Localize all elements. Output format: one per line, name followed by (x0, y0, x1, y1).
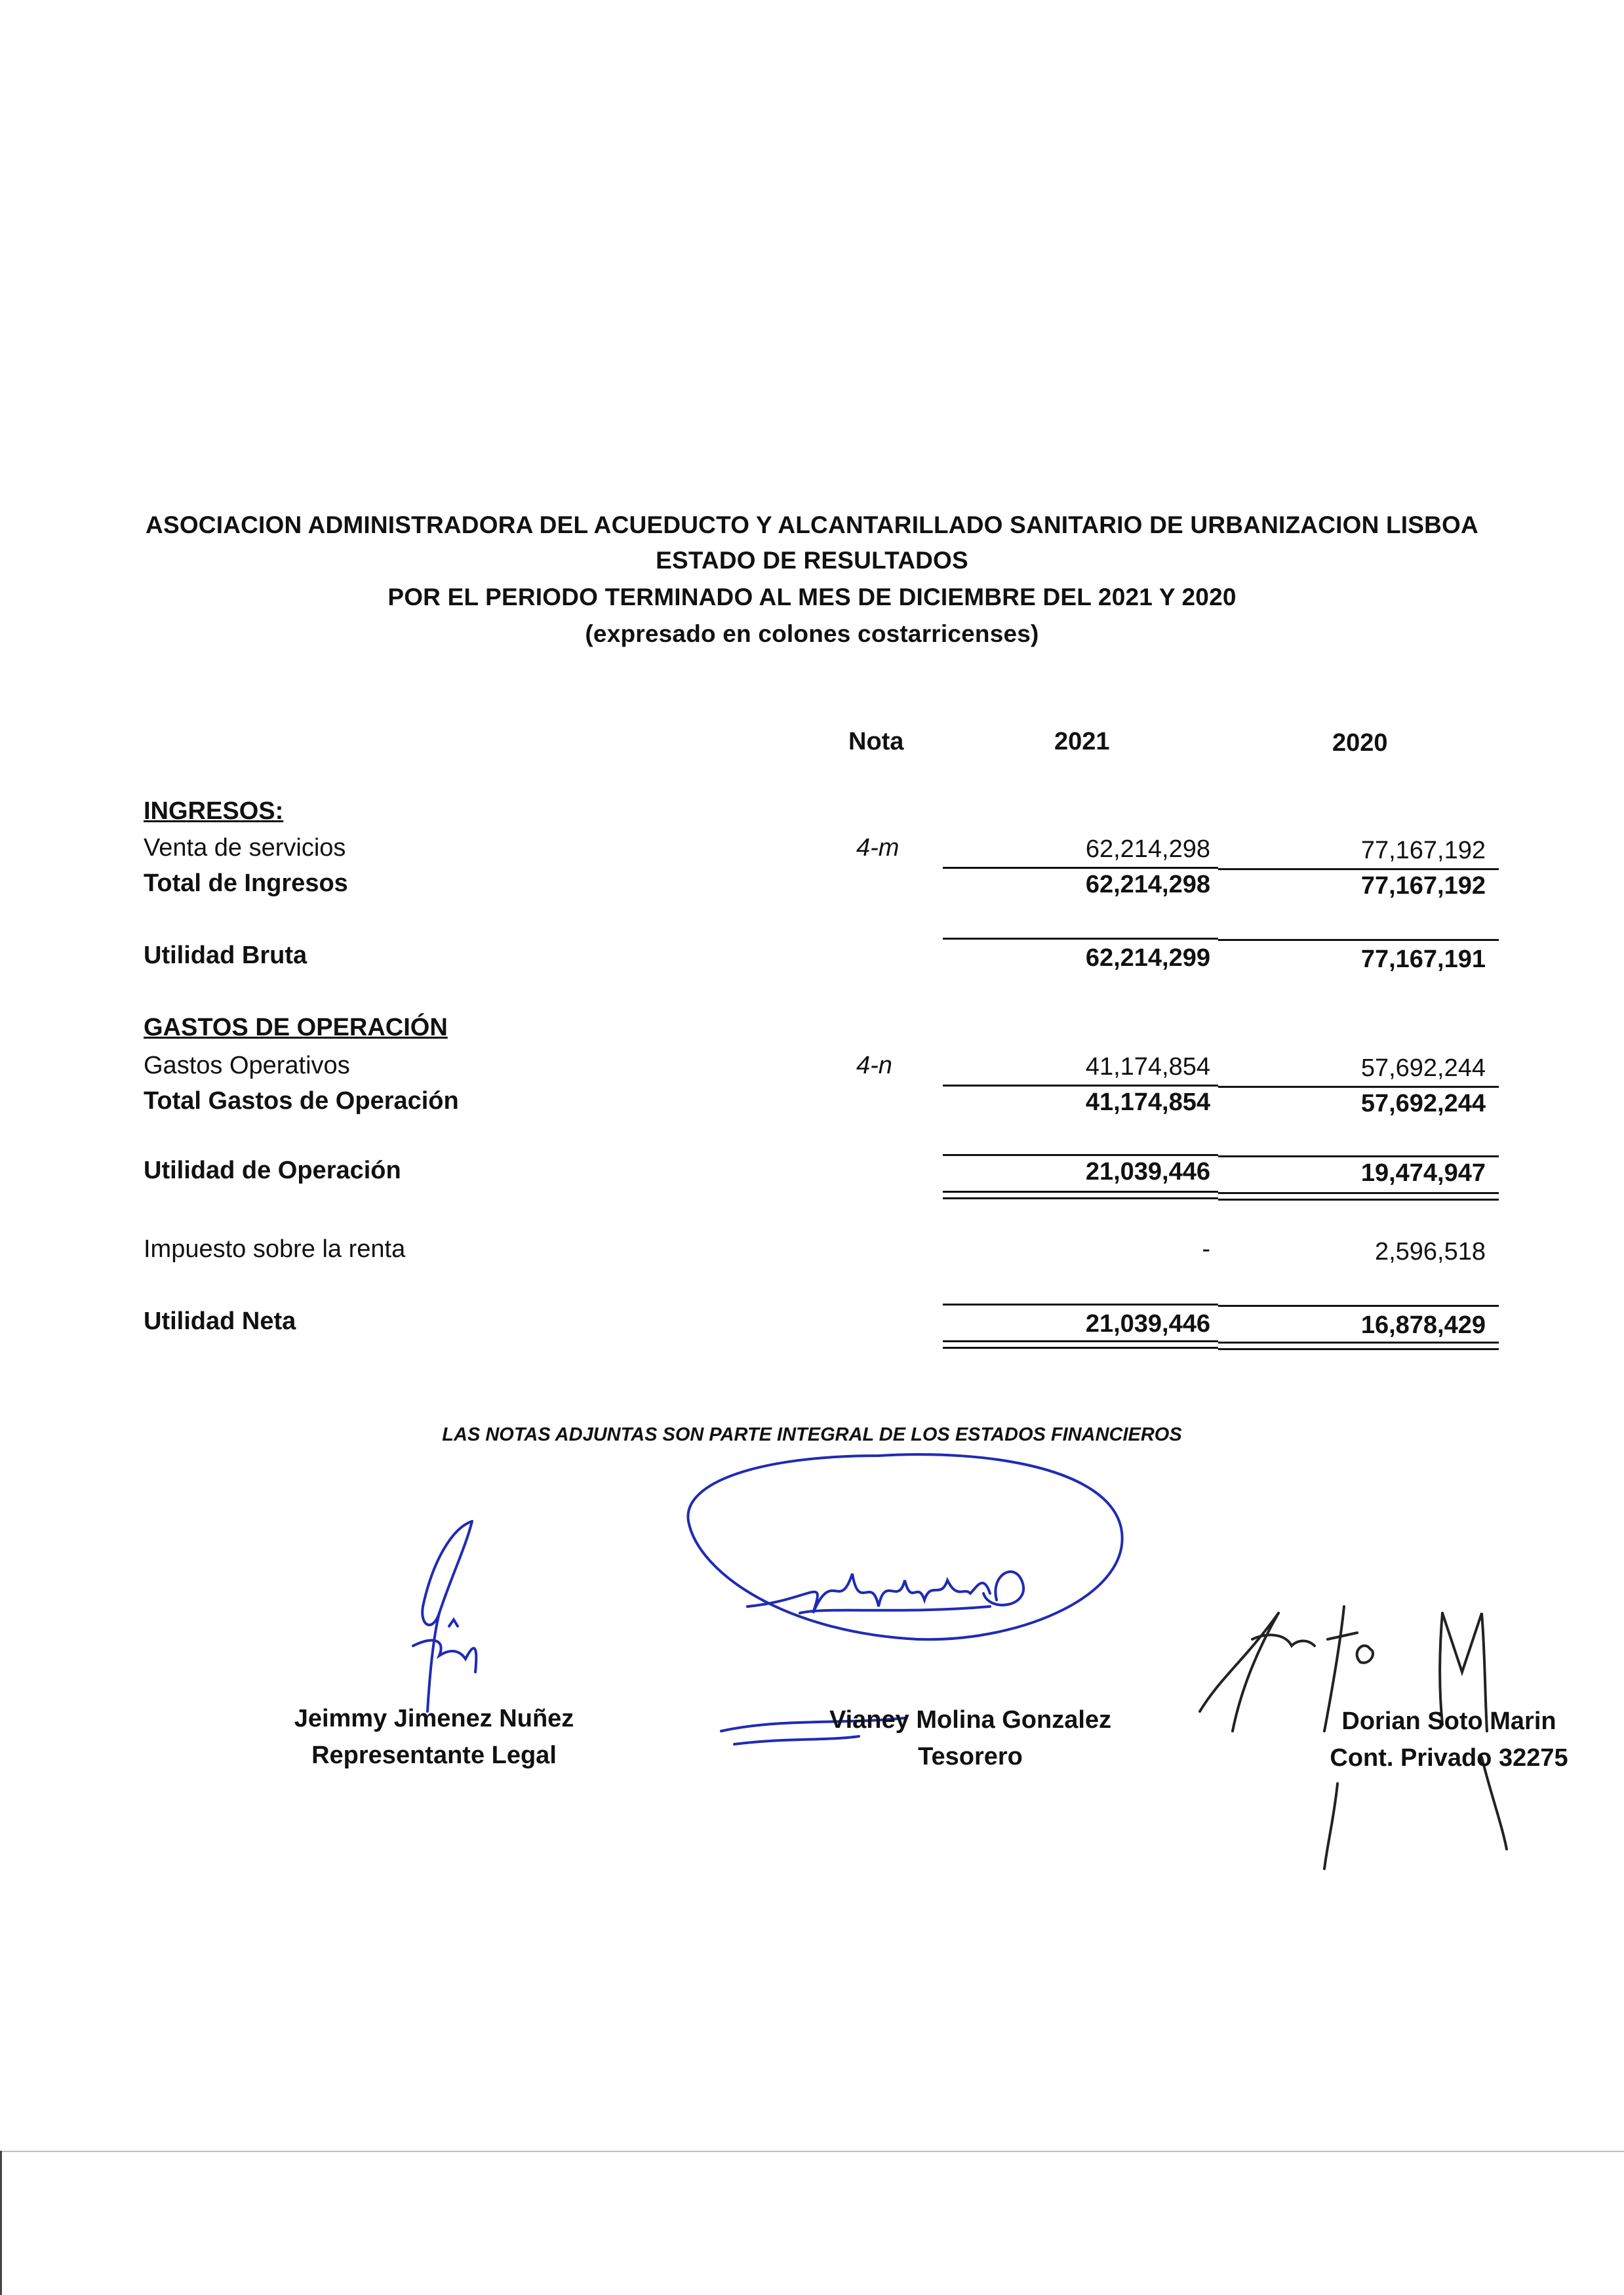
value-2020: 16,878,429 (1360, 1311, 1486, 1339)
signatory-role-2: Tesorero (918, 1743, 1023, 1770)
scan-edge-line (0, 2151, 2, 2295)
value-2020: 2,596,518 (1374, 1238, 1486, 1266)
signatory-name-2: Vianey Molina Gonzalez (829, 1706, 1112, 1734)
value-2021: 62,214,298 (1085, 871, 1210, 898)
scan-edge-line (0, 2151, 1624, 2152)
row-note: 4-m (856, 834, 900, 862)
value-2020: 19,474,947 (1360, 1159, 1486, 1187)
period-title: POR EL PERIODO TERMINADO AL MES DE DICIEMBRE DEL 2021 Y 2020 (387, 584, 1237, 610)
row-label: Utilidad Neta (144, 1307, 296, 1335)
signatory-name-1: Jeimmy Jimenez Nuñez (294, 1705, 574, 1732)
value-2021: 62,214,299 (1085, 944, 1210, 972)
value-2021: - (1202, 1235, 1210, 1263)
row-label: Gastos Operativos (144, 1052, 350, 1079)
row-label: Total de Ingresos (144, 869, 348, 897)
value-2020: 77,167,191 (1360, 946, 1486, 973)
statement-title: ESTADO DE RESULTADOS (656, 547, 968, 574)
rule (943, 1154, 1218, 1156)
double-rule (943, 1191, 1218, 1193)
rule (943, 938, 1218, 940)
double-rule (943, 1347, 1218, 1349)
rule (1218, 868, 1499, 870)
signature-vianey (682, 1443, 1141, 1751)
column-header-note: Nota (848, 728, 904, 755)
row-note: 4-n (856, 1052, 892, 1079)
value-2020: 77,167,192 (1360, 837, 1486, 864)
row-label: Total Gastos de Operación (144, 1087, 459, 1115)
value-2021: 21,039,446 (1085, 1158, 1210, 1186)
double-rule (1218, 1342, 1499, 1344)
value-2021: 41,174,854 (1085, 1053, 1210, 1081)
value-2021: 21,039,446 (1085, 1310, 1210, 1338)
column-header-2020: 2020 (1332, 729, 1388, 757)
rule (943, 867, 1218, 869)
organization-title: ASOCIACION ADMINISTRADORA DEL ACUEDUCTO Y ALCANTARILLADO SANITARIO DE URBANIZACION LISBOA (146, 511, 1478, 538)
value-2021: 41,174,854 (1085, 1088, 1210, 1116)
value-2020: 57,692,244 (1360, 1090, 1486, 1117)
rule (1218, 1086, 1499, 1088)
signatory-role-1: Representante Legal (311, 1742, 557, 1769)
currency-subtitle: (expresado en colones costarricenses) (585, 620, 1039, 647)
rule (943, 1085, 1218, 1087)
double-rule (1218, 1199, 1499, 1201)
rule (943, 1304, 1218, 1306)
value-2021: 62,214,298 (1085, 835, 1210, 863)
rule (1218, 939, 1499, 941)
section-ingresos: INGRESOS: (144, 797, 284, 825)
section-gastos: GASTOS DE OPERACIÓN (144, 1014, 448, 1041)
rule (1218, 1305, 1499, 1307)
signatory-name-3: Dorian Soto Marin (1341, 1707, 1556, 1735)
row-label: Utilidad de Operación (144, 1157, 401, 1184)
double-rule (1218, 1348, 1499, 1350)
value-2020: 57,692,244 (1360, 1054, 1486, 1082)
column-header-2021: 2021 (1054, 728, 1110, 755)
row-label: Impuesto sobre la renta (144, 1235, 406, 1263)
double-rule (1218, 1192, 1499, 1194)
double-rule (943, 1340, 1218, 1342)
row-label: Utilidad Bruta (144, 942, 307, 969)
signature-jeimmy (393, 1508, 525, 1718)
signature-dorian (1193, 1600, 1508, 1875)
row-label: Venta de servicios (144, 834, 346, 862)
double-rule (943, 1197, 1218, 1199)
rule (1218, 1155, 1499, 1157)
signatory-role-3: Cont. Privado 32275 (1330, 1744, 1568, 1772)
notes-disclaimer: LAS NOTAS ADJUNTAS SON PARTE INTEGRAL DE LOS ESTADOS FINANCIEROS (442, 1424, 1182, 1445)
value-2020: 77,167,192 (1360, 872, 1486, 900)
